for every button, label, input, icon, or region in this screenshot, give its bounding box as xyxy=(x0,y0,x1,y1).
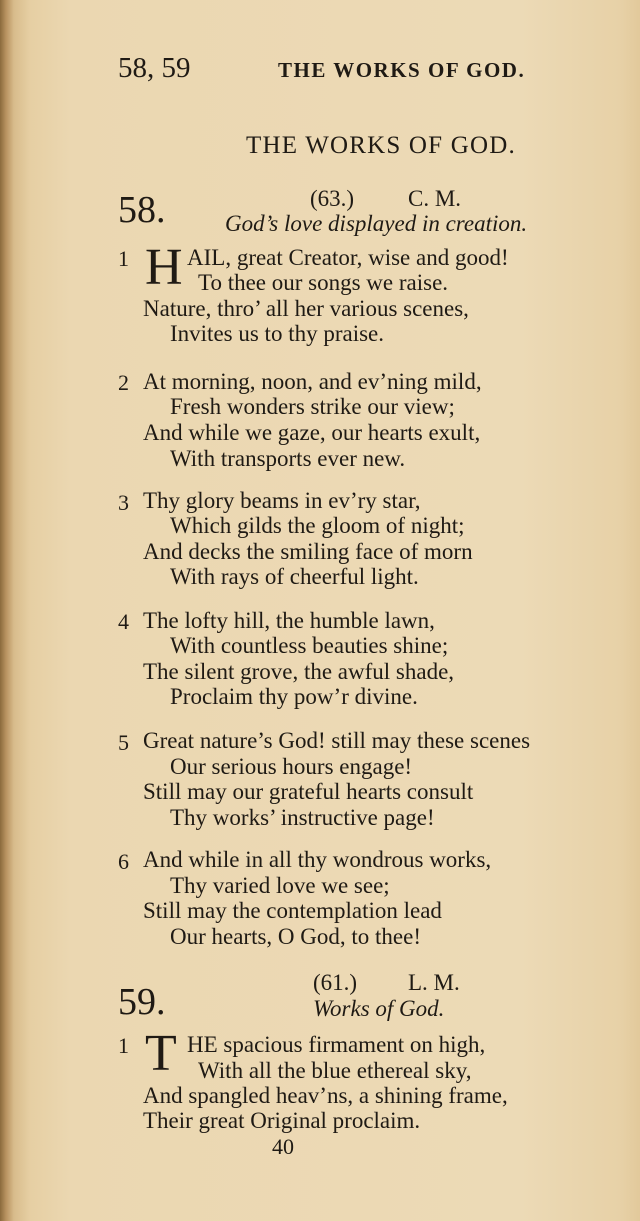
stanza-number: 6 xyxy=(118,849,129,874)
hymn-subtitle: God’s love displayed in creation. xyxy=(225,211,528,236)
verse-line: Thy varied love we see; xyxy=(170,873,390,898)
verse-line: And decks the smiling face of morn xyxy=(143,539,473,564)
verse-line: With rays of cheerful light. xyxy=(170,564,419,589)
hymn-reference: (63.) xyxy=(310,186,355,211)
verse-line: Still may our grateful hearts consult xyxy=(143,779,474,804)
verse-line: Invites us to thy praise. xyxy=(170,321,384,346)
verse-line: To thee our songs we raise. xyxy=(198,270,449,295)
verse-line: And spangled heav’ns, a shining frame, xyxy=(143,1083,508,1108)
verse-line: Our serious hours engage! xyxy=(170,754,413,779)
verse-line: Nature, thro’ all her various scenes, xyxy=(143,296,469,321)
verse-line: Our hearts, O God, to thee! xyxy=(170,924,422,949)
hymn-subtitle: Works of God. xyxy=(313,996,445,1021)
stanza-number: 4 xyxy=(118,609,129,634)
verse-line: The lofty hill, the humble lawn, xyxy=(143,608,435,633)
verse-line: And while in all thy wondrous works, xyxy=(143,847,492,872)
verse-line: Their great Original proclaim. xyxy=(143,1108,421,1133)
verse-line: Still may the contemplation lead xyxy=(143,898,442,923)
section-title: THE WORKS OF GOD. xyxy=(246,132,516,159)
hymn-number: 59. xyxy=(118,981,166,1023)
hymn-number: 58. xyxy=(118,189,166,231)
hymn-reference: (61.) xyxy=(313,970,358,995)
verse-line: Proclaim thy pow’r divine. xyxy=(170,684,418,709)
hymn-meter: C. M. xyxy=(408,186,462,211)
verse-line: With all the blue ethereal sky, xyxy=(198,1058,472,1083)
hymn-meter: L. M. xyxy=(408,970,460,995)
stanza-number: 5 xyxy=(118,730,129,755)
stanza-number: 3 xyxy=(118,490,129,515)
verse-line: Thy works’ instructive page! xyxy=(170,805,435,830)
verse-line: Thy glory beams in ev’ry star, xyxy=(143,488,421,513)
drop-cap: T xyxy=(145,1025,177,1082)
running-title: THE WORKS OF GOD. xyxy=(278,58,526,82)
verse-line: Great nature’s God! still may these scenes xyxy=(143,728,531,753)
drop-cap: H xyxy=(145,239,183,296)
verse-line: At morning, noon, and ev’ning mild, xyxy=(143,369,482,394)
running-page-numbers: 58, 59 xyxy=(118,52,191,84)
verse-line: The silent grove, the awful shade, xyxy=(143,659,455,684)
stanza-number: 1 xyxy=(118,246,129,271)
stanza-number: 2 xyxy=(118,370,129,395)
stanza-number: 1 xyxy=(118,1033,129,1058)
verse-line: HE spacious firmament on high, xyxy=(187,1032,486,1057)
verse-line: Which gilds the gloom of night; xyxy=(170,513,465,538)
verse-line: AIL, great Creator, wise and good! xyxy=(187,245,509,270)
page-number: 40 xyxy=(272,1134,294,1159)
verse-line: With countless beauties shine; xyxy=(170,633,449,658)
verse-line: And while we gaze, our hearts exult, xyxy=(143,420,481,445)
verse-line: With transports ever new. xyxy=(170,446,406,471)
verse-line: Fresh wonders strike our view; xyxy=(170,394,455,419)
